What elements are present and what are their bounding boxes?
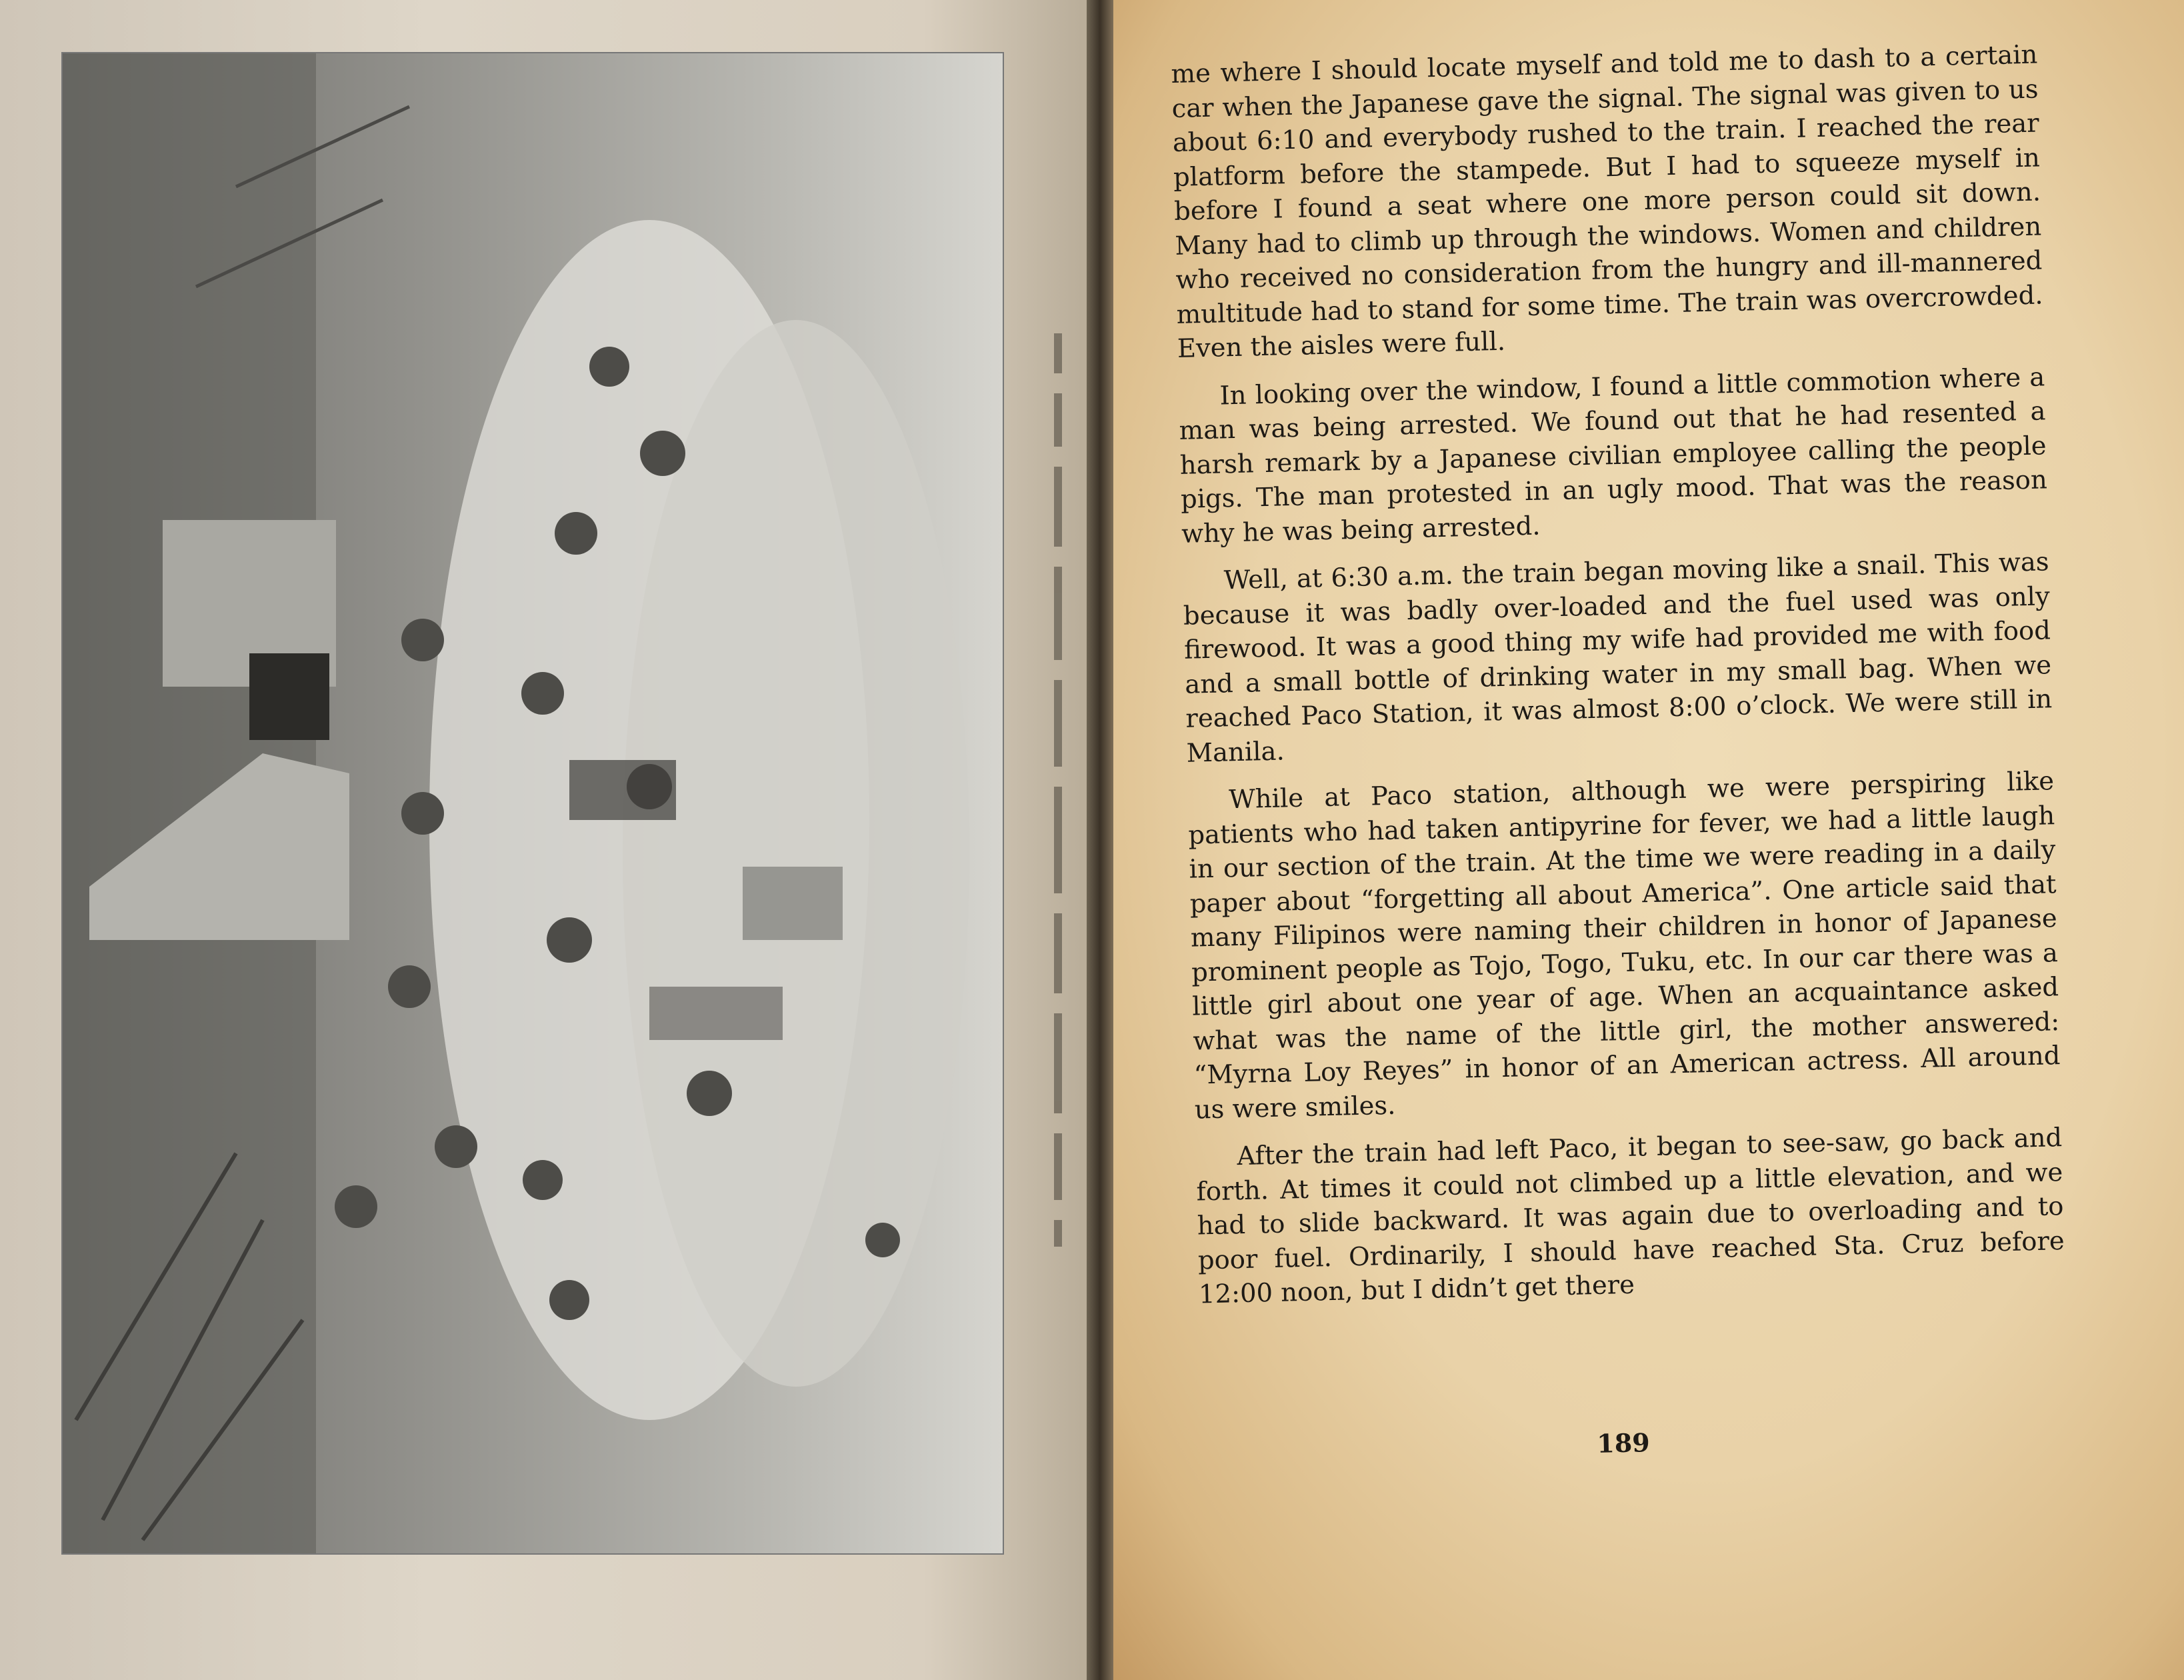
paragraph-2: In looking over the window, I found a little commotion where a man was being arrested. We found out that he had resented a harsh remark by a Japanese civilian employee calling the people pigs. The man protested in an ugly mood. That was the reason why he was being arrested.: [1179, 361, 2048, 549]
paragraph-5: After the train had left Paco, it began to see-saw, go back and forth. At times it could not climbed up a little elevation, and we had to slide backward. It was again due to overloading and to poor fuel. Ordinarily, I should have reached Sta. Cruz before 12:00 noon, but I didn’t get there: [1196, 1123, 2065, 1310]
right-page: [1113, 0, 2184, 1680]
group-photograph: [61, 52, 1004, 1555]
paragraph-4: While at Paco station, although we were perspiring like patients who had taken antipyrine for fever, we had a little laugh in our section of the train. At the time we were reading in a daily paper about “forgetting all about America”. One article said that many Filipinos were naming their children in honor of Japanese prominent people as Tojo, Togo, Tuku, etc. In our car there was a little girl about one year of age. When an acquaintance asked what was the name of the little girl, the mother answered: “Myrna Loy Reyes” in honor of an American actress. All around us were smiles.: [1187, 766, 2061, 1125]
paragraph-3: Well, at 6:30 a.m. the train began moving like a snail. This was because it was badly over-loaded and the fuel used was only firewood. It was a good thing my wife had provided me with food and a small bottle of drinking water in my small bag. When we reached Paco Station, it was almost 8:00 o’clock. We were still in Manila.: [1183, 547, 2053, 769]
left-page: [0, 0, 1087, 1680]
paragraph-1: me where I should locate myself and told me to dash to a certain car when the Japanese gave the signal. The signal was given to us about 6:10 and everybody rushed to the train. I reached the rear platform before the stampede. But I had to squeeze myself in before I found a seat where one more person could sit down. Many had to climb up through the windows. Women and children who received no consideration from the hungry and ill-mannered multitude had to stand for some time. The train was overcrowded. Even the aisles were full.: [1171, 39, 2043, 364]
page-number: 189: [1596, 1427, 1651, 1459]
body-text: [1171, 38, 2066, 1326]
vertical-caption: [1050, 333, 1066, 1253]
book-gutter: [1087, 0, 1113, 1680]
